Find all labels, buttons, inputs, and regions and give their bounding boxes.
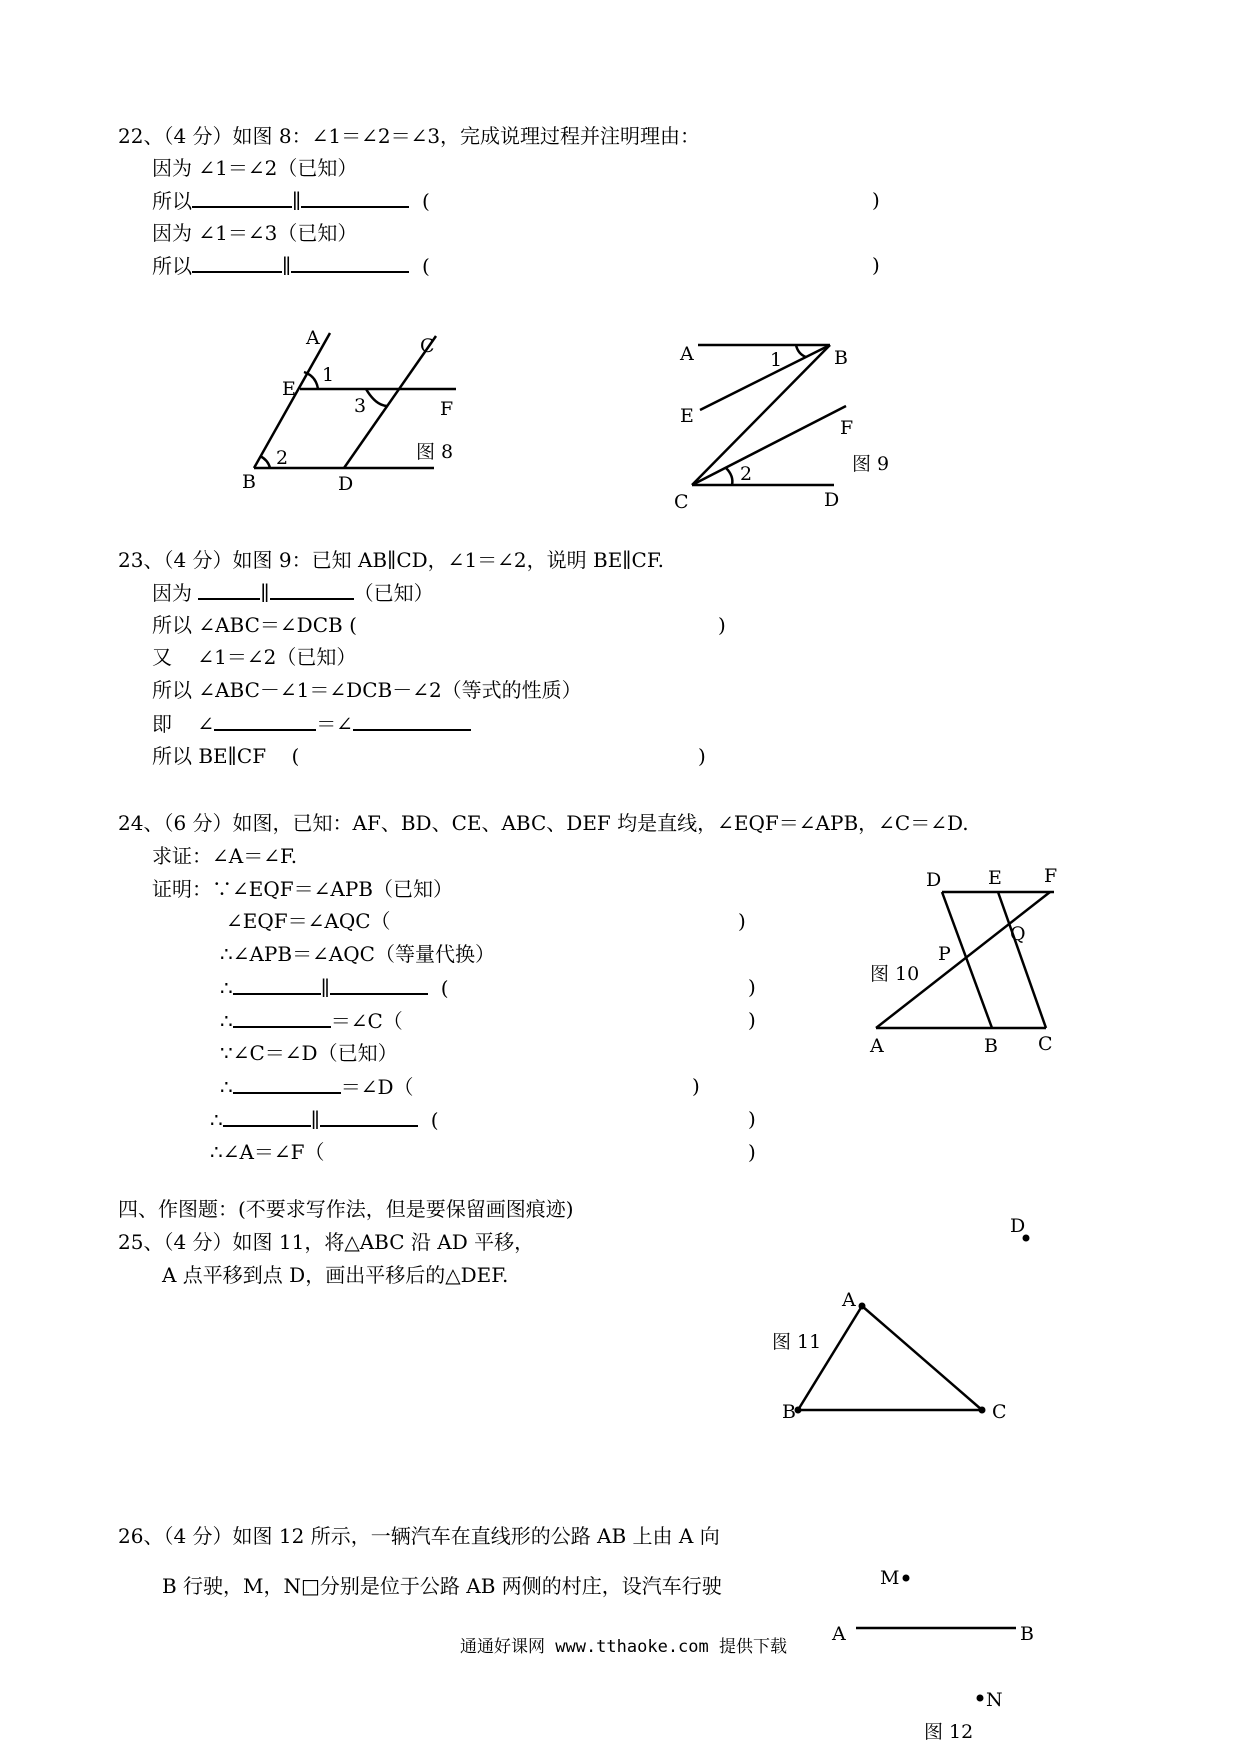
q23-blank-2[interactable] <box>270 580 354 600</box>
q23-line4: 所以 ∠ABC－∠1＝∠DCB－∠2（等式的性质） <box>152 678 582 702</box>
q24-line6-eq: ＝∠C（ <box>330 1009 403 1033</box>
q23-line2: 所以 ∠ABC＝∠DCB ( <box>152 613 357 637</box>
open-paren: ( <box>430 1108 439 1132</box>
q23-line5 <box>152 711 471 736</box>
parallel-sign: ∥ <box>320 976 330 1000</box>
close-paren: ) <box>718 613 726 637</box>
q22-title: 22、（4 分）如图 8：∠1＝∠2＝∠3，完成说理过程并注明理由： <box>118 124 701 148</box>
q24-blank-2[interactable] <box>330 975 428 995</box>
fig8-label-3: 3 <box>354 395 367 417</box>
q24-line10: ∴∠A＝∠F（ <box>210 1140 325 1164</box>
fig8-label-d: D <box>338 473 354 495</box>
fig12-point-n <box>977 1695 984 1702</box>
fig10-label-c: C <box>1038 1033 1053 1055</box>
q23-line5-label: 即 ∠ <box>152 712 215 736</box>
close-paren: ) <box>748 1008 756 1032</box>
q24-line5 <box>220 975 449 1000</box>
parallel-sign: ∥ <box>292 189 302 213</box>
fig9-label-c: C <box>674 491 689 513</box>
q24-line3: ∠EQF＝∠AQC（ <box>226 909 391 933</box>
q25-line1: 25、（4 分）如图 11，将△ABC 沿 AD 平移， <box>118 1230 535 1254</box>
q24-blank-5[interactable] <box>223 1107 311 1127</box>
fig10-label-d: D <box>926 869 942 891</box>
q25-line2: A 点平移到点 D，画出平移后的△DEF. <box>162 1263 509 1287</box>
q24-line2: 证明：∵∠EQF＝∠APB（已知） <box>152 877 453 901</box>
fig8-label-e: E <box>282 378 296 400</box>
fig12-label-n: N <box>986 1689 1003 1711</box>
fig10-label-q: Q <box>1010 923 1026 945</box>
q22-blank-3[interactable] <box>192 253 282 273</box>
figure-11 <box>770 1200 1050 1430</box>
close-paren: ) <box>692 1074 700 1098</box>
fig11-point-c <box>979 1407 986 1414</box>
q22-line4 <box>152 253 430 278</box>
footer-text: 通通好课网 www.tthaoke.com 提供下载 <box>460 1637 787 1657</box>
close-paren: ) <box>872 253 880 277</box>
parallel-sign: ∥ <box>260 581 270 605</box>
q23-title: 23、（4 分）如图 9：已知 AB∥CD，∠1＝∠2，说明 BE∥CF. <box>118 548 664 572</box>
q24-line1: 求证：∠A＝∠F. <box>152 844 298 868</box>
fig9-angle-2 <box>726 468 732 485</box>
q22-line2 <box>152 188 430 213</box>
q23-line6: 所以 BE∥CF ( <box>152 744 300 768</box>
fig11-side-ab <box>798 1306 862 1410</box>
q23-blank-3[interactable] <box>214 711 316 731</box>
fig9-label-2: 2 <box>740 463 753 485</box>
q24-line8-eq: ＝∠D（ <box>340 1075 414 1099</box>
open-paren: ( <box>421 254 430 278</box>
q24-blank-1[interactable] <box>233 975 321 995</box>
fig12-label-m: M <box>880 1567 900 1589</box>
fig11-side-ac <box>862 1306 982 1410</box>
therefore-sign: ∴ <box>220 1009 233 1033</box>
q23-line1 <box>152 580 434 605</box>
fig10-label-a: A <box>870 1035 884 1057</box>
close-paren: ) <box>748 1140 756 1164</box>
figure-12 <box>820 1550 1050 1754</box>
fig11-label-a: A <box>842 1289 856 1311</box>
fig9-line-bc <box>692 345 830 485</box>
q22-blank-4[interactable] <box>291 253 409 273</box>
figure-10 <box>862 860 1072 1060</box>
q26-line2: B 行驶，M，N□分别是位于公路 AB 两侧的村庄，设汽车行驶 <box>162 1574 722 1598</box>
close-paren: ) <box>738 909 746 933</box>
parallel-sign: ∥ <box>282 254 292 278</box>
fig10-label-p: P <box>938 943 951 965</box>
open-paren: ( <box>440 976 449 1000</box>
q23-blank-4[interactable] <box>353 711 471 731</box>
fig11-label-d: D <box>1010 1215 1026 1237</box>
q23-line5-eq: ＝∠ <box>316 712 353 736</box>
open-paren: ( <box>421 189 430 213</box>
fig8-label-a: A <box>306 327 320 349</box>
fig10-label-b: B <box>984 1035 998 1057</box>
therefore-sign: ∴ <box>220 1075 233 1099</box>
fig10-label-e: E <box>988 867 1002 889</box>
fig8-line-ab <box>254 333 330 468</box>
q22-line2-label: 所以 <box>152 189 192 213</box>
q22-line3: 因为 ∠1＝∠3（已知） <box>152 221 358 245</box>
fig9-line-be <box>700 345 830 410</box>
fig8-angle-2 <box>260 456 270 468</box>
q24-line9 <box>210 1107 439 1132</box>
q23-blank-1[interactable] <box>198 580 260 600</box>
fig11-point-a <box>859 1303 866 1310</box>
q24-blank-3[interactable] <box>233 1008 331 1028</box>
fig9-angle-1 <box>796 345 806 357</box>
q22-line1: 因为 ∠1＝∠2（已知） <box>152 156 358 180</box>
fig8-label-c: C <box>420 335 435 357</box>
fig12-caption: 图 12 <box>924 1721 974 1743</box>
q24-line7: ∵∠C＝∠D（已知） <box>220 1041 398 1065</box>
fig9-caption: 图 9 <box>852 453 890 475</box>
fig9-label-e: E <box>680 405 694 427</box>
fig12-point-m <box>903 1575 910 1582</box>
q24-blank-4[interactable] <box>233 1074 341 1094</box>
section-4-heading: 四、作图题：(不要求写作法，但是要保留画图痕迹) <box>118 1197 574 1221</box>
fig8-label-b: B <box>242 471 256 493</box>
q22-blank-2[interactable] <box>301 188 409 208</box>
fig12-label-a: A <box>832 1623 846 1645</box>
close-paren: ) <box>748 975 756 999</box>
q24-blank-6[interactable] <box>320 1107 418 1127</box>
therefore-sign: ∴ <box>220 976 233 1000</box>
fig9-line-cf <box>692 406 846 485</box>
fig10-caption: 图 10 <box>870 963 920 985</box>
fig10-line-af <box>876 892 1050 1028</box>
q24-line4: ∴∠APB＝∠AQC（等量代换） <box>220 942 495 966</box>
fig8-caption: 图 8 <box>416 441 454 463</box>
q23-line1-reason: （已知） <box>353 581 434 605</box>
fig12-label-b: B <box>1020 1623 1034 1645</box>
fig8-label-2: 2 <box>276 447 289 469</box>
q26-line1: 26、（4 分）如图 12 所示，一辆汽车在直线形的公路 AB 上由 A 向 <box>118 1524 720 1548</box>
fig11-label-b: B <box>782 1401 796 1423</box>
fig9-label-a: A <box>680 343 694 365</box>
figure-8 <box>220 320 480 500</box>
q22-line4-label: 所以 <box>152 254 192 278</box>
q23-line1-label: 因为 <box>152 581 192 605</box>
fig11-caption: 图 11 <box>772 1331 822 1353</box>
fig9-label-b: B <box>834 347 848 369</box>
fig8-angle-3 <box>366 389 388 406</box>
q23-line3: 又 ∠1＝∠2（已知） <box>152 645 357 669</box>
parallel-sign: ∥ <box>310 1108 320 1132</box>
q24-title: 24、（6 分）如图，已知：AF、BD、CE、ABC、DEF 均是直线，∠EQF＝∠APB，∠C＝∠D. <box>118 811 969 835</box>
fig11-label-c: C <box>992 1401 1007 1423</box>
q24-line8 <box>220 1074 414 1099</box>
figure-9 <box>670 330 910 520</box>
fig8-label-f: F <box>440 398 454 420</box>
fig8-label-1: 1 <box>322 364 335 386</box>
fig10-label-f: F <box>1044 865 1058 887</box>
therefore-sign: ∴ <box>210 1108 223 1132</box>
fig9-label-d: D <box>824 489 840 511</box>
close-paren: ) <box>872 188 880 212</box>
fig9-label-f: F <box>840 417 854 439</box>
close-paren: ) <box>748 1107 756 1131</box>
q24-line6 <box>220 1008 403 1033</box>
fig9-label-1: 1 <box>770 349 783 371</box>
q22-blank-1[interactable] <box>192 188 292 208</box>
close-paren: ) <box>698 744 706 768</box>
